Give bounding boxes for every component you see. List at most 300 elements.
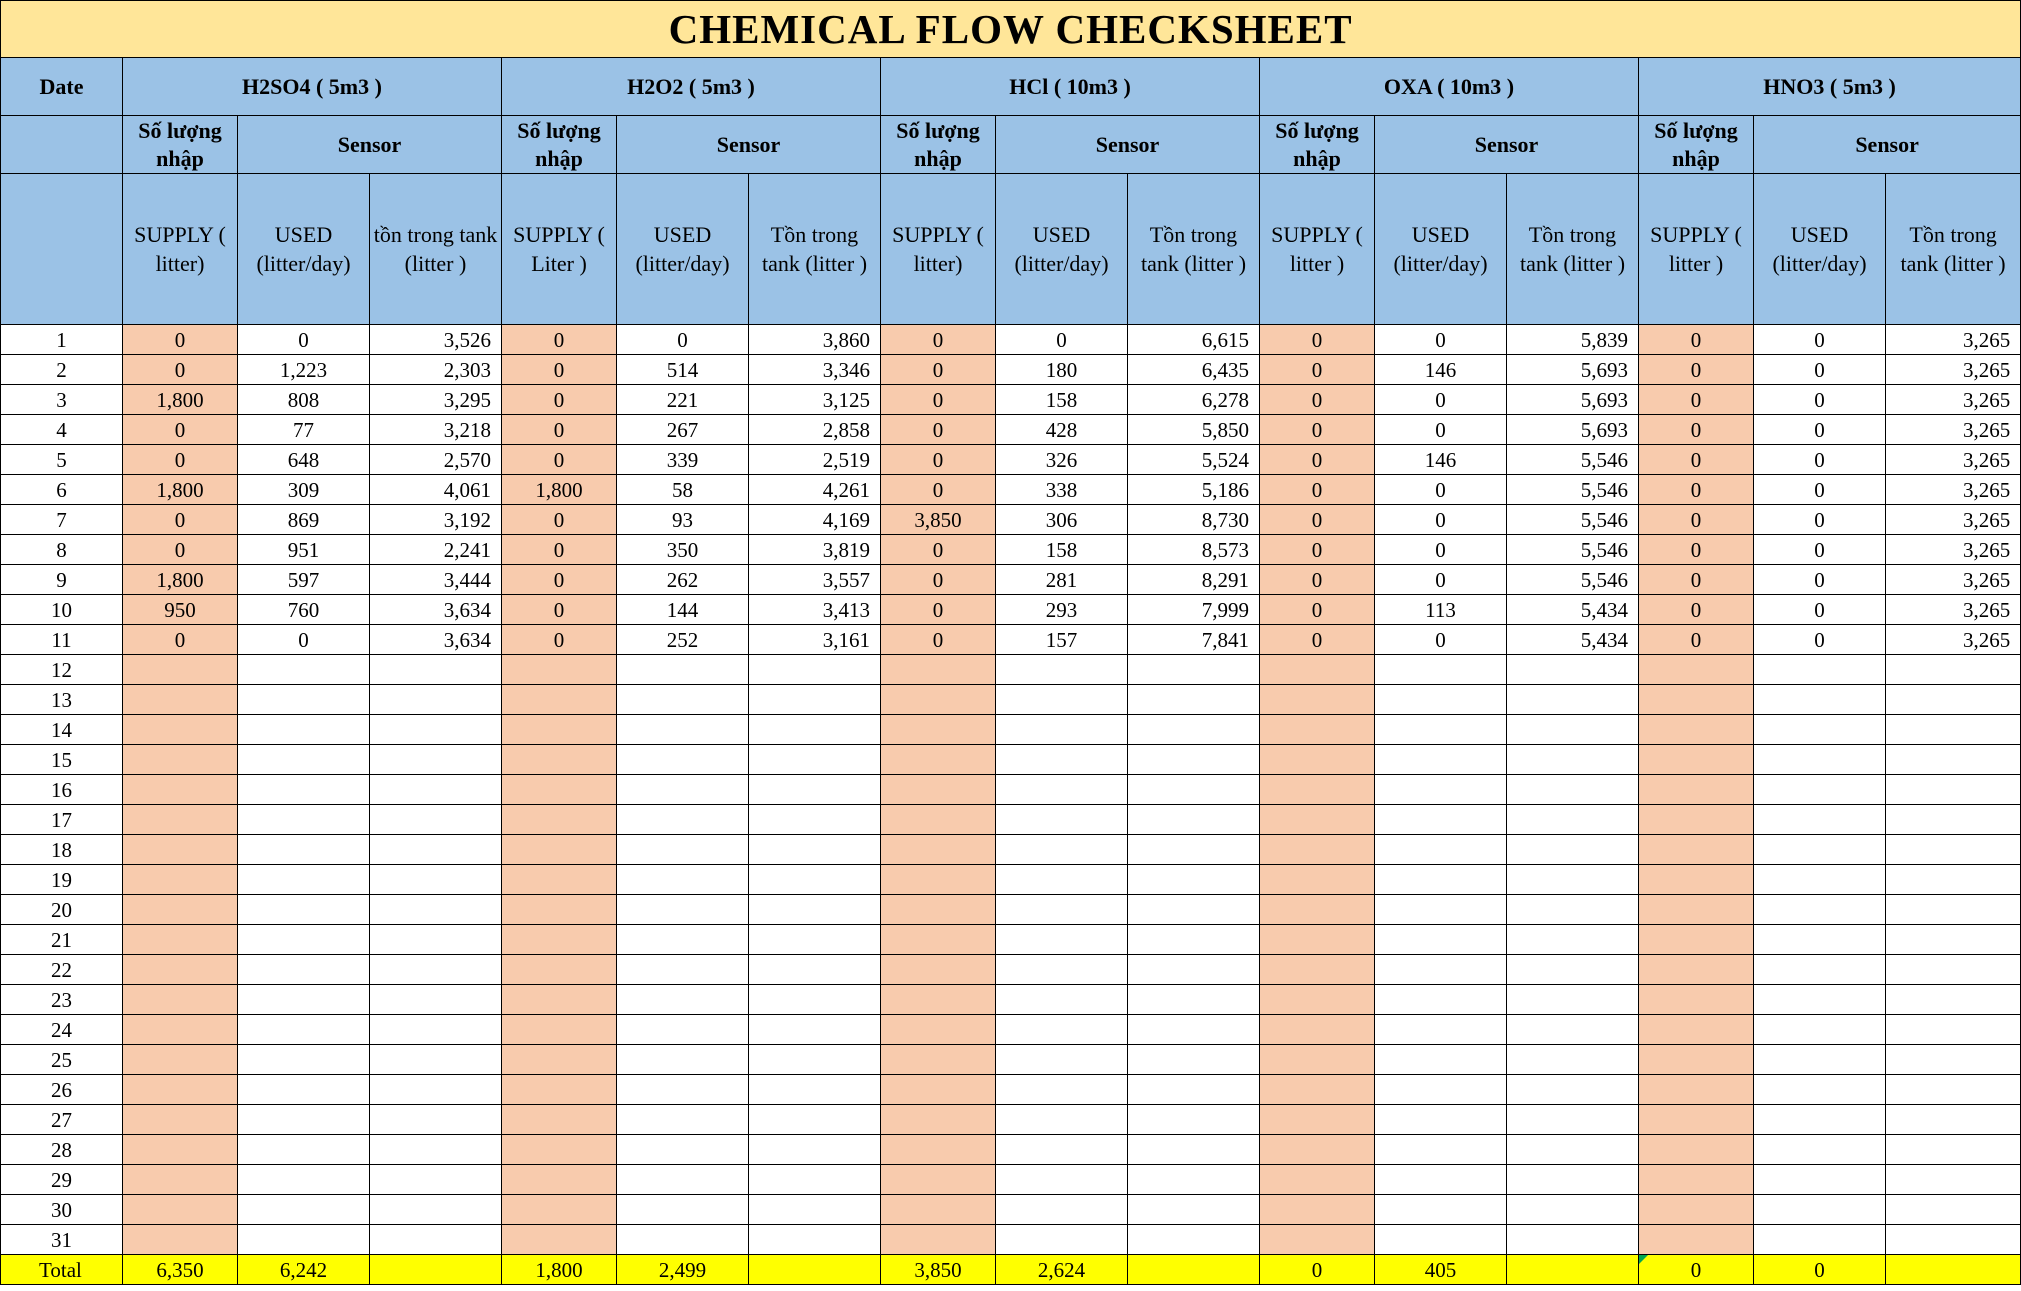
tank-cell-h2so4[interactable]: 3,192 (370, 505, 502, 535)
tank-cell-hcl[interactable]: 6,278 (1128, 385, 1260, 415)
used-cell-h2o2[interactable] (617, 655, 749, 685)
supply-cell-h2o2[interactable] (502, 835, 617, 865)
tank-cell-hno3[interactable] (1886, 1225, 2021, 1255)
tank-cell-h2so4[interactable]: 3,634 (370, 625, 502, 655)
used-cell-hcl[interactable]: 180 (996, 355, 1128, 385)
date-cell[interactable]: 2 (1, 355, 123, 385)
used-cell-h2o2[interactable]: 221 (617, 385, 749, 415)
used-cell-hno3[interactable] (1754, 775, 1886, 805)
used-cell-oxa[interactable]: 0 (1375, 475, 1507, 505)
supply-cell-h2so4[interactable] (123, 835, 238, 865)
supply-cell-h2so4[interactable] (123, 805, 238, 835)
used-cell-hno3[interactable] (1754, 805, 1886, 835)
supply-cell-h2so4[interactable] (123, 715, 238, 745)
supply-cell-oxa[interactable] (1260, 895, 1375, 925)
used-cell-h2o2[interactable]: 0 (617, 325, 749, 355)
used-cell-oxa[interactable]: 0 (1375, 415, 1507, 445)
total-label[interactable]: Total (1, 1255, 123, 1285)
supply-cell-hcl[interactable]: 0 (881, 625, 996, 655)
date-cell[interactable]: 8 (1, 535, 123, 565)
supply-cell-h2so4[interactable] (123, 1015, 238, 1045)
supply-cell-hcl[interactable] (881, 1105, 996, 1135)
tank-cell-hno3[interactable]: 3,265 (1886, 415, 2021, 445)
supply-cell-hno3[interactable]: 0 (1639, 625, 1754, 655)
supply-cell-h2so4[interactable]: 0 (123, 535, 238, 565)
used-cell-h2so4[interactable] (238, 925, 370, 955)
used-cell-hcl[interactable] (996, 955, 1128, 985)
used-cell-hno3[interactable]: 0 (1754, 595, 1886, 625)
used-cell-oxa[interactable] (1375, 1225, 1507, 1255)
supply-cell-h2o2[interactable]: 0 (502, 385, 617, 415)
tank-cell-hno3[interactable]: 3,265 (1886, 475, 2021, 505)
date-cell[interactable]: 20 (1, 895, 123, 925)
used-cell-h2o2[interactable] (617, 1015, 749, 1045)
tank-cell-hno3[interactable]: 3,265 (1886, 565, 2021, 595)
supply-cell-h2so4[interactable] (123, 985, 238, 1015)
tank-cell-hcl[interactable] (1128, 1135, 1260, 1165)
used-cell-h2so4[interactable] (238, 865, 370, 895)
used-cell-hno3[interactable] (1754, 1165, 1886, 1195)
used-cell-oxa[interactable] (1375, 1165, 1507, 1195)
tank-cell-oxa[interactable] (1507, 1105, 1639, 1135)
supply-cell-hcl[interactable]: 0 (881, 325, 996, 355)
used-cell-h2so4[interactable] (238, 655, 370, 685)
supply-cell-hno3[interactable] (1639, 1165, 1754, 1195)
supply-cell-oxa[interactable] (1260, 1105, 1375, 1135)
tank-cell-oxa[interactable] (1507, 1225, 1639, 1255)
supply-cell-h2o2[interactable] (502, 1075, 617, 1105)
supply-cell-h2so4[interactable]: 0 (123, 505, 238, 535)
tank-cell-hno3[interactable] (1886, 985, 2021, 1015)
used-cell-h2so4[interactable] (238, 1015, 370, 1045)
total-used-h2o2[interactable]: 2,499 (617, 1255, 749, 1285)
supply-cell-hno3[interactable] (1639, 1045, 1754, 1075)
tank-cell-oxa[interactable]: 5,839 (1507, 325, 1639, 355)
used-cell-hno3[interactable]: 0 (1754, 565, 1886, 595)
used-cell-hcl[interactable] (996, 1015, 1128, 1045)
tank-cell-h2o2[interactable] (749, 895, 881, 925)
used-cell-h2so4[interactable] (238, 895, 370, 925)
supply-cell-h2o2[interactable] (502, 775, 617, 805)
supply-cell-h2o2[interactable]: 0 (502, 535, 617, 565)
tank-cell-hno3[interactable]: 3,265 (1886, 355, 2021, 385)
total-supply-hcl[interactable]: 3,850 (881, 1255, 996, 1285)
supply-cell-h2o2[interactable]: 1,800 (502, 475, 617, 505)
used-cell-hno3[interactable] (1754, 955, 1886, 985)
supply-cell-hno3[interactable] (1639, 895, 1754, 925)
tank-cell-oxa[interactable]: 5,434 (1507, 595, 1639, 625)
supply-cell-hcl[interactable] (881, 1195, 996, 1225)
supply-cell-hcl[interactable] (881, 835, 996, 865)
used-cell-oxa[interactable] (1375, 805, 1507, 835)
supply-cell-h2o2[interactable] (502, 1165, 617, 1195)
tank-cell-hno3[interactable]: 3,265 (1886, 595, 2021, 625)
tank-cell-h2o2[interactable]: 3,125 (749, 385, 881, 415)
date-cell[interactable]: 31 (1, 1225, 123, 1255)
tank-cell-h2o2[interactable] (749, 745, 881, 775)
used-cell-hno3[interactable] (1754, 1045, 1886, 1075)
tank-cell-hno3[interactable] (1886, 835, 2021, 865)
tank-cell-hcl[interactable] (1128, 805, 1260, 835)
date-cell[interactable]: 3 (1, 385, 123, 415)
total-used-hcl[interactable]: 2,624 (996, 1255, 1128, 1285)
tank-cell-h2o2[interactable]: 3,346 (749, 355, 881, 385)
tank-cell-oxa[interactable] (1507, 1135, 1639, 1165)
supply-cell-h2so4[interactable] (123, 1105, 238, 1135)
used-cell-hcl[interactable] (996, 775, 1128, 805)
supply-cell-h2o2[interactable] (502, 715, 617, 745)
tank-cell-hcl[interactable]: 6,435 (1128, 355, 1260, 385)
used-cell-h2o2[interactable] (617, 835, 749, 865)
supply-cell-hcl[interactable] (881, 655, 996, 685)
used-cell-h2so4[interactable]: 808 (238, 385, 370, 415)
date-cell[interactable]: 18 (1, 835, 123, 865)
used-cell-hcl[interactable] (996, 895, 1128, 925)
supply-cell-h2o2[interactable] (502, 895, 617, 925)
tank-cell-hno3[interactable] (1886, 685, 2021, 715)
tank-cell-h2o2[interactable] (749, 925, 881, 955)
supply-cell-h2o2[interactable]: 0 (502, 565, 617, 595)
tank-cell-hno3[interactable] (1886, 1015, 2021, 1045)
supply-cell-h2o2[interactable]: 0 (502, 445, 617, 475)
tank-cell-h2so4[interactable] (370, 1015, 502, 1045)
supply-cell-hcl[interactable]: 0 (881, 535, 996, 565)
supply-cell-hno3[interactable]: 0 (1639, 535, 1754, 565)
supply-cell-h2o2[interactable]: 0 (502, 415, 617, 445)
supply-cell-h2o2[interactable] (502, 985, 617, 1015)
used-cell-h2o2[interactable]: 252 (617, 625, 749, 655)
supply-cell-hcl[interactable]: 3,850 (881, 505, 996, 535)
supply-cell-oxa[interactable] (1260, 805, 1375, 835)
tank-cell-hno3[interactable] (1886, 805, 2021, 835)
supply-cell-oxa[interactable] (1260, 865, 1375, 895)
total-used-h2so4[interactable]: 6,242 (238, 1255, 370, 1285)
supply-cell-h2so4[interactable]: 1,800 (123, 475, 238, 505)
tank-cell-h2so4[interactable] (370, 865, 502, 895)
tank-cell-h2o2[interactable]: 3,557 (749, 565, 881, 595)
used-cell-oxa[interactable] (1375, 895, 1507, 925)
tank-cell-hno3[interactable]: 3,265 (1886, 535, 2021, 565)
supply-cell-h2o2[interactable] (502, 925, 617, 955)
tank-cell-hno3[interactable] (1886, 655, 2021, 685)
tank-cell-hno3[interactable] (1886, 1045, 2021, 1075)
tank-cell-h2so4[interactable]: 3,526 (370, 325, 502, 355)
used-cell-h2so4[interactable] (238, 1165, 370, 1195)
used-cell-hcl[interactable]: 157 (996, 625, 1128, 655)
tank-cell-oxa[interactable]: 5,546 (1507, 565, 1639, 595)
used-cell-h2so4[interactable] (238, 955, 370, 985)
tank-cell-hcl[interactable]: 8,573 (1128, 535, 1260, 565)
used-cell-hcl[interactable] (996, 835, 1128, 865)
tank-cell-h2so4[interactable] (370, 1165, 502, 1195)
supply-cell-oxa[interactable] (1260, 715, 1375, 745)
tank-cell-hcl[interactable] (1128, 685, 1260, 715)
supply-cell-oxa[interactable] (1260, 1045, 1375, 1075)
supply-cell-h2so4[interactable] (123, 775, 238, 805)
supply-cell-oxa[interactable] (1260, 745, 1375, 775)
supply-cell-hno3[interactable] (1639, 805, 1754, 835)
supply-cell-oxa[interactable]: 0 (1260, 595, 1375, 625)
tank-cell-oxa[interactable]: 5,546 (1507, 475, 1639, 505)
tank-cell-h2o2[interactable]: 4,169 (749, 505, 881, 535)
supply-cell-hno3[interactable] (1639, 715, 1754, 745)
supply-cell-hno3[interactable] (1639, 1075, 1754, 1105)
used-cell-hcl[interactable] (996, 1135, 1128, 1165)
supply-cell-oxa[interactable]: 0 (1260, 505, 1375, 535)
used-cell-oxa[interactable] (1375, 775, 1507, 805)
used-cell-hcl[interactable]: 338 (996, 475, 1128, 505)
supply-cell-oxa[interactable] (1260, 655, 1375, 685)
used-cell-hno3[interactable] (1754, 1015, 1886, 1045)
supply-cell-oxa[interactable]: 0 (1260, 325, 1375, 355)
supply-cell-hno3[interactable]: 0 (1639, 595, 1754, 625)
used-cell-h2o2[interactable] (617, 1165, 749, 1195)
supply-cell-h2o2[interactable] (502, 955, 617, 985)
tank-cell-oxa[interactable]: 5,546 (1507, 535, 1639, 565)
supply-cell-hno3[interactable] (1639, 985, 1754, 1015)
used-cell-hno3[interactable] (1754, 865, 1886, 895)
used-cell-hcl[interactable] (996, 1105, 1128, 1135)
tank-cell-oxa[interactable] (1507, 685, 1639, 715)
used-cell-hno3[interactable] (1754, 745, 1886, 775)
supply-cell-h2so4[interactable] (123, 1165, 238, 1195)
tank-cell-h2so4[interactable]: 2,570 (370, 445, 502, 475)
date-cell[interactable]: 11 (1, 625, 123, 655)
supply-cell-hcl[interactable] (881, 745, 996, 775)
tank-cell-h2so4[interactable] (370, 685, 502, 715)
supply-cell-hcl[interactable] (881, 865, 996, 895)
tank-cell-hno3[interactable] (1886, 1075, 2021, 1105)
supply-cell-oxa[interactable] (1260, 1135, 1375, 1165)
used-cell-oxa[interactable]: 146 (1375, 355, 1507, 385)
total-tank-oxa[interactable] (1507, 1255, 1639, 1285)
supply-cell-h2so4[interactable] (123, 655, 238, 685)
tank-cell-h2so4[interactable] (370, 1195, 502, 1225)
supply-cell-oxa[interactable]: 0 (1260, 415, 1375, 445)
supply-cell-hcl[interactable]: 0 (881, 385, 996, 415)
tank-cell-hcl[interactable]: 5,850 (1128, 415, 1260, 445)
date-cell[interactable]: 15 (1, 745, 123, 775)
tank-cell-h2so4[interactable]: 2,303 (370, 355, 502, 385)
used-cell-h2so4[interactable] (238, 805, 370, 835)
used-cell-h2so4[interactable] (238, 775, 370, 805)
total-supply-h2o2[interactable]: 1,800 (502, 1255, 617, 1285)
supply-cell-hno3[interactable] (1639, 1225, 1754, 1255)
used-cell-h2o2[interactable]: 58 (617, 475, 749, 505)
used-cell-h2so4[interactable]: 760 (238, 595, 370, 625)
supply-cell-h2so4[interactable] (123, 1195, 238, 1225)
used-cell-hcl[interactable]: 158 (996, 385, 1128, 415)
tank-cell-hno3[interactable] (1886, 715, 2021, 745)
tank-cell-oxa[interactable] (1507, 835, 1639, 865)
tank-cell-hno3[interactable] (1886, 1135, 2021, 1165)
used-cell-hcl[interactable] (996, 1165, 1128, 1195)
tank-cell-oxa[interactable]: 5,693 (1507, 355, 1639, 385)
tank-cell-h2so4[interactable] (370, 985, 502, 1015)
used-cell-h2o2[interactable] (617, 745, 749, 775)
tank-cell-hno3[interactable] (1886, 925, 2021, 955)
tank-cell-h2o2[interactable]: 3,413 (749, 595, 881, 625)
supply-cell-h2o2[interactable]: 0 (502, 355, 617, 385)
tank-cell-hno3[interactable] (1886, 1105, 2021, 1135)
date-cell[interactable]: 28 (1, 1135, 123, 1165)
supply-cell-oxa[interactable] (1260, 985, 1375, 1015)
tank-cell-h2o2[interactable] (749, 685, 881, 715)
supply-cell-h2o2[interactable] (502, 865, 617, 895)
tank-cell-h2o2[interactable] (749, 1105, 881, 1135)
tank-cell-h2o2[interactable] (749, 1165, 881, 1195)
used-cell-hno3[interactable] (1754, 1135, 1886, 1165)
used-cell-oxa[interactable] (1375, 1075, 1507, 1105)
used-cell-hno3[interactable] (1754, 895, 1886, 925)
used-cell-h2so4[interactable] (238, 1195, 370, 1225)
supply-cell-hno3[interactable] (1639, 955, 1754, 985)
used-cell-hno3[interactable]: 0 (1754, 625, 1886, 655)
supply-cell-hcl[interactable] (881, 925, 996, 955)
date-cell[interactable]: 26 (1, 1075, 123, 1105)
total-supply-hno3[interactable]: 0 (1639, 1255, 1754, 1285)
used-cell-hno3[interactable] (1754, 655, 1886, 685)
tank-cell-h2so4[interactable] (370, 955, 502, 985)
used-cell-h2so4[interactable]: 1,223 (238, 355, 370, 385)
used-cell-h2so4[interactable]: 0 (238, 625, 370, 655)
used-cell-hno3[interactable] (1754, 685, 1886, 715)
supply-cell-hcl[interactable] (881, 805, 996, 835)
tank-cell-hcl[interactable] (1128, 1195, 1260, 1225)
supply-cell-hcl[interactable]: 0 (881, 565, 996, 595)
tank-cell-hcl[interactable] (1128, 925, 1260, 955)
used-cell-hcl[interactable]: 293 (996, 595, 1128, 625)
supply-cell-hcl[interactable]: 0 (881, 445, 996, 475)
supply-cell-hcl[interactable]: 0 (881, 475, 996, 505)
total-used-oxa[interactable]: 405 (1375, 1255, 1507, 1285)
tank-cell-oxa[interactable] (1507, 985, 1639, 1015)
total-used-hno3[interactable]: 0 (1754, 1255, 1886, 1285)
used-cell-h2so4[interactable] (238, 715, 370, 745)
total-tank-hno3[interactable] (1886, 1255, 2021, 1285)
tank-cell-hcl[interactable]: 5,524 (1128, 445, 1260, 475)
tank-cell-oxa[interactable]: 5,693 (1507, 385, 1639, 415)
used-cell-oxa[interactable] (1375, 745, 1507, 775)
used-cell-h2o2[interactable] (617, 925, 749, 955)
date-cell[interactable]: 19 (1, 865, 123, 895)
tank-cell-hcl[interactable]: 6,615 (1128, 325, 1260, 355)
used-cell-hcl[interactable]: 0 (996, 325, 1128, 355)
supply-cell-oxa[interactable]: 0 (1260, 355, 1375, 385)
date-cell[interactable]: 25 (1, 1045, 123, 1075)
used-cell-hno3[interactable]: 0 (1754, 445, 1886, 475)
supply-cell-oxa[interactable] (1260, 1075, 1375, 1105)
used-cell-hcl[interactable] (996, 925, 1128, 955)
supply-cell-h2so4[interactable] (123, 1045, 238, 1075)
used-cell-h2o2[interactable]: 262 (617, 565, 749, 595)
tank-cell-hno3[interactable]: 3,265 (1886, 325, 2021, 355)
supply-cell-oxa[interactable] (1260, 1165, 1375, 1195)
used-cell-hcl[interactable]: 428 (996, 415, 1128, 445)
tank-cell-h2so4[interactable] (370, 895, 502, 925)
used-cell-h2o2[interactable]: 93 (617, 505, 749, 535)
tank-cell-h2so4[interactable] (370, 715, 502, 745)
used-cell-h2so4[interactable] (238, 745, 370, 775)
used-cell-h2so4[interactable] (238, 1225, 370, 1255)
tank-cell-h2o2[interactable]: 4,261 (749, 475, 881, 505)
used-cell-oxa[interactable]: 0 (1375, 625, 1507, 655)
supply-cell-hno3[interactable] (1639, 865, 1754, 895)
tank-cell-hcl[interactable] (1128, 1225, 1260, 1255)
tank-cell-h2so4[interactable] (370, 775, 502, 805)
tank-cell-h2o2[interactable]: 3,819 (749, 535, 881, 565)
tank-cell-h2so4[interactable]: 3,218 (370, 415, 502, 445)
used-cell-hcl[interactable] (996, 655, 1128, 685)
tank-cell-h2so4[interactable] (370, 745, 502, 775)
used-cell-h2so4[interactable]: 0 (238, 325, 370, 355)
used-cell-hcl[interactable] (996, 1225, 1128, 1255)
tank-cell-h2o2[interactable] (749, 1015, 881, 1045)
tank-cell-hcl[interactable] (1128, 1045, 1260, 1075)
used-cell-oxa[interactable]: 0 (1375, 565, 1507, 595)
supply-cell-hcl[interactable]: 0 (881, 355, 996, 385)
used-cell-h2o2[interactable] (617, 865, 749, 895)
supply-cell-oxa[interactable] (1260, 835, 1375, 865)
date-cell[interactable]: 22 (1, 955, 123, 985)
supply-cell-h2o2[interactable] (502, 1045, 617, 1075)
supply-cell-oxa[interactable]: 0 (1260, 535, 1375, 565)
supply-cell-h2o2[interactable]: 0 (502, 625, 617, 655)
supply-cell-hcl[interactable] (881, 1015, 996, 1045)
used-cell-oxa[interactable] (1375, 1105, 1507, 1135)
supply-cell-oxa[interactable] (1260, 685, 1375, 715)
tank-cell-hcl[interactable] (1128, 1165, 1260, 1195)
used-cell-oxa[interactable] (1375, 655, 1507, 685)
tank-cell-oxa[interactable] (1507, 1075, 1639, 1105)
tank-cell-h2so4[interactable] (370, 925, 502, 955)
tank-cell-h2so4[interactable] (370, 835, 502, 865)
total-tank-hcl[interactable] (1128, 1255, 1260, 1285)
supply-cell-hcl[interactable]: 0 (881, 595, 996, 625)
date-cell[interactable]: 29 (1, 1165, 123, 1195)
total-supply-h2so4[interactable]: 6,350 (123, 1255, 238, 1285)
tank-cell-h2o2[interactable] (749, 1075, 881, 1105)
tank-cell-oxa[interactable]: 5,546 (1507, 505, 1639, 535)
used-cell-oxa[interactable] (1375, 1135, 1507, 1165)
used-cell-oxa[interactable] (1375, 1015, 1507, 1045)
supply-cell-oxa[interactable] (1260, 1195, 1375, 1225)
supply-cell-oxa[interactable]: 0 (1260, 445, 1375, 475)
supply-cell-h2o2[interactable] (502, 805, 617, 835)
supply-cell-hno3[interactable]: 0 (1639, 565, 1754, 595)
date-cell[interactable]: 27 (1, 1105, 123, 1135)
used-cell-h2o2[interactable]: 144 (617, 595, 749, 625)
supply-cell-h2so4[interactable] (123, 1135, 238, 1165)
supply-cell-oxa[interactable] (1260, 1225, 1375, 1255)
supply-cell-hcl[interactable] (881, 955, 996, 985)
tank-cell-hcl[interactable]: 5,186 (1128, 475, 1260, 505)
tank-cell-hno3[interactable] (1886, 1195, 2021, 1225)
tank-cell-h2so4[interactable]: 3,444 (370, 565, 502, 595)
supply-cell-hno3[interactable]: 0 (1639, 505, 1754, 535)
tank-cell-h2o2[interactable] (749, 865, 881, 895)
date-cell[interactable]: 12 (1, 655, 123, 685)
supply-cell-h2so4[interactable] (123, 1225, 238, 1255)
supply-cell-h2o2[interactable] (502, 685, 617, 715)
used-cell-h2o2[interactable] (617, 1195, 749, 1225)
tank-cell-h2o2[interactable] (749, 1045, 881, 1075)
supply-cell-hno3[interactable] (1639, 1105, 1754, 1135)
used-cell-h2o2[interactable] (617, 1135, 749, 1165)
used-cell-hno3[interactable] (1754, 1225, 1886, 1255)
tank-cell-h2so4[interactable] (370, 1075, 502, 1105)
used-cell-oxa[interactable] (1375, 865, 1507, 895)
